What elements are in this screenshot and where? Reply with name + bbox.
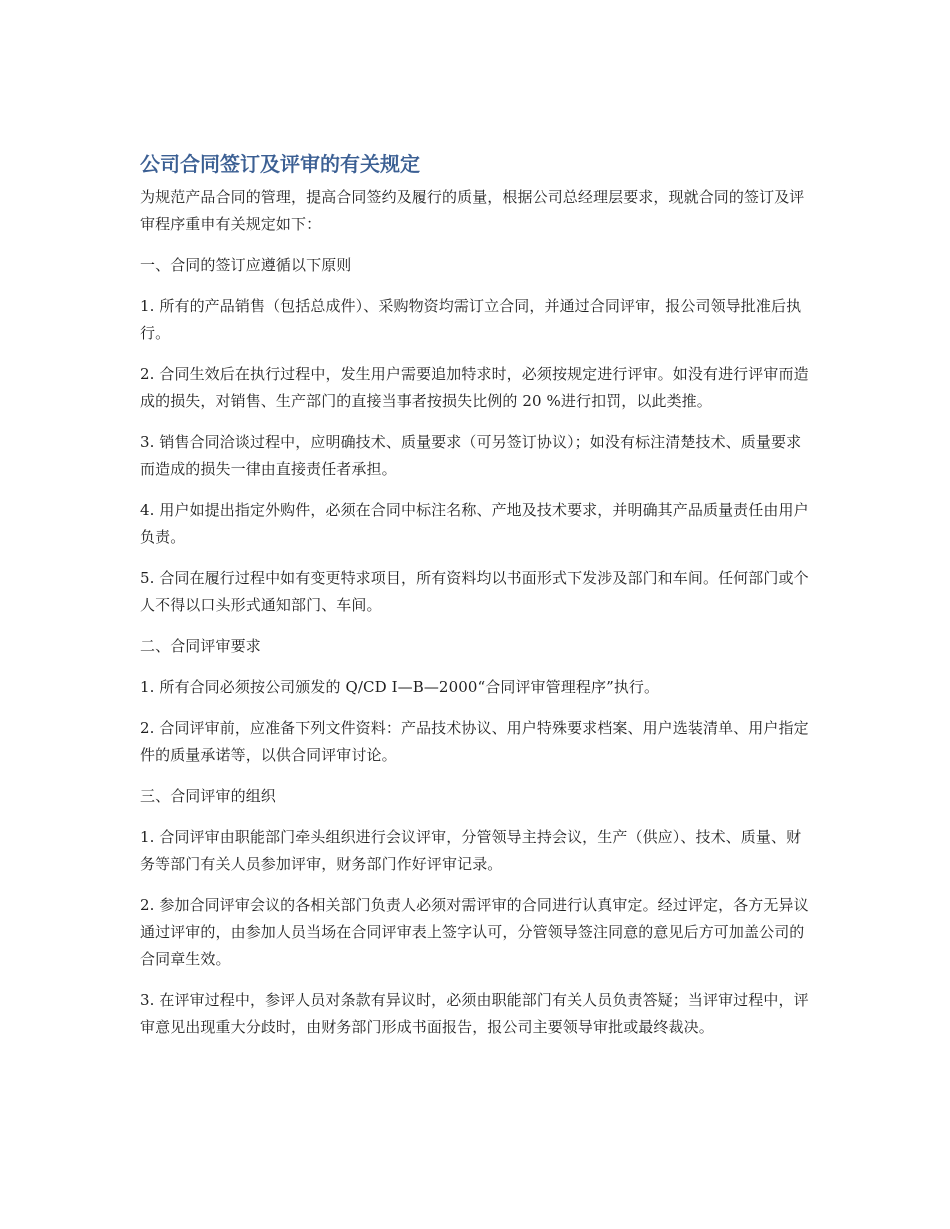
intro-paragraph: 为规范产品合同的管理，提高合同签约及履行的质量，根据公司总经理层要求，现就合同的签订及评审程序重申有关规定如下： <box>140 188 805 233</box>
clause-1-1: 1. 所有的产品销售（包括总成件）、采购物资均需订立合同，并通过合同评审，报公司领导批准后执行。 <box>140 297 802 342</box>
clause-1-4: 4. 用户如提出指定外购件，必须在合同中标注名称、产地及技术要求，并明确其产品质量责任由用户负责。 <box>140 501 809 546</box>
section-heading-3: 三、合同评审的组织 <box>140 787 276 805</box>
clause-3-2: 2. 参加合同评审会议的各相关部门负责人必须对需评审的合同进行认真审定。经过评定，各方无异议通过评审的，由参加人员当场在合同评审表上签字认可，分管领导签注同意的意见后方可加盖公司的合同章生效。 <box>140 896 809 968</box>
clause-3-1: 1. 合同评审由职能部门牵头组织进行会议评审，分管领导主持会议，生产（供应）、技术、质量、财务等部门有关人员参加评审，财务部门作好评审记录。 <box>140 828 802 873</box>
clause-1-2: 2. 合同生效后在执行过程中，发生用户需要追加特求时，必须按规定进行评审。如没有进行评审而造成的损失，对销售、生产部门的直接当事者按损失比例的 20 %进行扣罚，以此类推。 <box>140 365 809 410</box>
clause-1-3: 3. 销售合同洽谈过程中，应明确技术、质量要求（可另签订协议）；如没有标注清楚技术、质量要求而造成的损失一律由直接责任者承担。 <box>140 433 802 478</box>
document-title: 公司合同签订及评审的有关规定 <box>140 152 420 176</box>
clause-3-3: 3. 在评审过程中，参评人员对条款有异议时，必须由职能部门有关人员负责答疑；当评审过程中，评审意见出现重大分歧时，由财务部门形成书面报告，报公司主要领导审批或最终裁决。 <box>140 991 809 1036</box>
clause-2-2: 2. 合同评审前，应准备下列文件资料：产品技术协议、用户特殊要求档案、用户选装清单、用户指定件的质量承诺等，以供合同评审讨论。 <box>140 719 809 764</box>
document-page <box>140 150 810 1055</box>
clause-2-1: 1. 所有合同必须按公司颁发的 Q/CD I—B—2000“合同评审管理程序”执行。 <box>140 678 660 696</box>
section-heading-2: 二、合同评审要求 <box>140 637 261 655</box>
clause-1-5: 5. 合同在履行过程中如有变更特求项目，所有资料均以书面形式下发涉及部门和车间。任何部门或个人不得以口头形式通知部门、车间。 <box>140 569 809 614</box>
section-heading-1: 一、合同的签订应遵循以下原则 <box>140 256 352 274</box>
